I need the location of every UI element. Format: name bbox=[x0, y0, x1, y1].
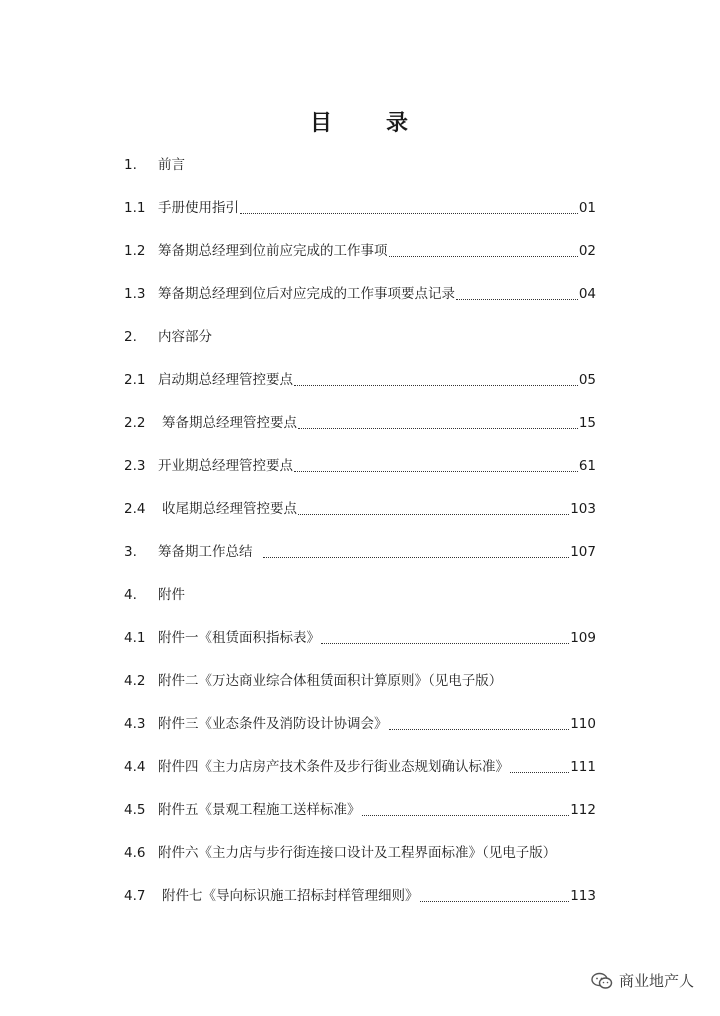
toc-number: 4.6 bbox=[124, 845, 146, 861]
toc-number: 4.5 bbox=[124, 802, 146, 818]
watermark-text: 商业地产人 bbox=[618, 972, 694, 990]
toc-entry[interactable] bbox=[124, 283, 596, 305]
toc-text: 附件五《景观工程施工送样标准》 bbox=[158, 802, 361, 818]
toc-number: 3. bbox=[124, 544, 137, 560]
toc-text: 附件七《导向标识施工招标封样管理细则》 bbox=[162, 888, 419, 904]
toc-page-number: 02 bbox=[578, 243, 596, 259]
toc-number: 1.2 bbox=[124, 243, 146, 259]
toc-entry[interactable] bbox=[124, 627, 596, 649]
title-char-2: 录 bbox=[386, 111, 411, 136]
toc-page-number: 110 bbox=[570, 716, 596, 732]
toc-page-number: 61 bbox=[578, 458, 596, 474]
toc-entry[interactable] bbox=[124, 369, 596, 391]
toc-entry[interactable] bbox=[124, 756, 596, 778]
dot-leader bbox=[362, 815, 570, 816]
toc-page-number: 113 bbox=[570, 888, 596, 904]
dot-leader bbox=[389, 729, 570, 730]
toc-page-number: 112 bbox=[570, 802, 596, 818]
toc-number: 4.3 bbox=[124, 716, 146, 732]
toc-number: 1.1 bbox=[124, 200, 146, 216]
toc-text: 内容部分 bbox=[158, 329, 212, 345]
toc-page-number: 04 bbox=[578, 286, 596, 302]
toc-page-number: 05 bbox=[578, 372, 596, 388]
toc-text: 开业期总经理管控要点 bbox=[158, 458, 293, 474]
toc-number: 4.2 bbox=[124, 673, 146, 689]
toc-entry[interactable] bbox=[124, 412, 596, 434]
toc-entry[interactable] bbox=[124, 326, 596, 348]
toc-number: 1. bbox=[124, 157, 137, 173]
toc-page-number: 103 bbox=[570, 501, 596, 517]
toc-entry[interactable] bbox=[124, 197, 596, 219]
toc-text: 筹备期总经理到位前应完成的工作事项 bbox=[158, 243, 388, 259]
toc-entry[interactable] bbox=[124, 670, 596, 692]
toc-page-number: 01 bbox=[578, 200, 596, 216]
dot-leader bbox=[389, 256, 578, 257]
toc-number: 4.4 bbox=[124, 759, 146, 775]
toc-entry[interactable] bbox=[124, 799, 596, 821]
toc-page-number: 111 bbox=[570, 759, 596, 775]
toc-number: 2.2 bbox=[124, 415, 146, 431]
toc-text: 附件三《业态条件及消防设计协调会》 bbox=[158, 716, 388, 732]
toc-number: 2.4 bbox=[124, 501, 146, 517]
dot-leader bbox=[298, 514, 569, 515]
toc-text: 附件六《主力店与步行街连接口设计及工程界面标准》（见电子版） bbox=[158, 845, 557, 861]
toc-number: 4. bbox=[124, 587, 137, 603]
dot-leader bbox=[294, 385, 578, 386]
toc-text: 附件二《万达商业综合体租赁面积计算原则》（见电子版） bbox=[158, 673, 503, 689]
toc-page-number: 15 bbox=[578, 415, 596, 431]
dot-leader bbox=[321, 643, 569, 644]
page-title bbox=[0, 106, 720, 137]
toc-number: 1.3 bbox=[124, 286, 146, 302]
watermark bbox=[591, 970, 694, 991]
toc-entry[interactable] bbox=[124, 455, 596, 477]
toc-number: 4.1 bbox=[124, 630, 146, 646]
toc-entry[interactable] bbox=[124, 584, 596, 606]
toc-number: 2. bbox=[124, 329, 137, 345]
title-char-1: 目 bbox=[309, 111, 334, 136]
toc-entry[interactable] bbox=[124, 541, 596, 563]
toc-text: 筹备期工作总结 bbox=[158, 544, 253, 560]
toc-text: 附件 bbox=[158, 587, 185, 603]
dot-leader bbox=[456, 299, 578, 300]
wechat-icon bbox=[591, 972, 613, 990]
toc-text: 收尾期总经理管控要点 bbox=[162, 501, 297, 517]
toc-entry[interactable] bbox=[124, 885, 596, 907]
toc-text: 手册使用指引 bbox=[158, 200, 239, 216]
toc-text: 启动期总经理管控要点 bbox=[158, 372, 293, 388]
toc-number: 4.7 bbox=[124, 888, 146, 904]
dot-leader bbox=[240, 213, 578, 214]
toc-text: 附件一《租赁面积指标表》 bbox=[158, 630, 320, 646]
toc-text: 筹备期总经理到位后对应完成的工作事项要点记录 bbox=[158, 286, 455, 302]
toc-number: 2.1 bbox=[124, 372, 146, 388]
toc-page-number: 107 bbox=[570, 544, 596, 560]
toc-entry[interactable] bbox=[124, 154, 596, 176]
toc-entry[interactable] bbox=[124, 240, 596, 262]
dot-leader bbox=[420, 901, 570, 902]
dot-leader bbox=[263, 557, 570, 558]
dot-leader bbox=[510, 772, 569, 773]
toc-number: 2.3 bbox=[124, 458, 146, 474]
dot-leader bbox=[294, 471, 578, 472]
toc-text: 筹备期总经理管控要点 bbox=[162, 415, 297, 431]
toc-page-number: 109 bbox=[570, 630, 596, 646]
toc-text: 前言 bbox=[158, 157, 185, 173]
toc-entry[interactable] bbox=[124, 713, 596, 735]
toc-text: 附件四《主力店房产技术条件及步行街业态规划确认标准》 bbox=[158, 759, 509, 775]
toc-entry[interactable] bbox=[124, 842, 596, 864]
dot-leader bbox=[298, 428, 578, 429]
toc-entry[interactable] bbox=[124, 498, 596, 520]
